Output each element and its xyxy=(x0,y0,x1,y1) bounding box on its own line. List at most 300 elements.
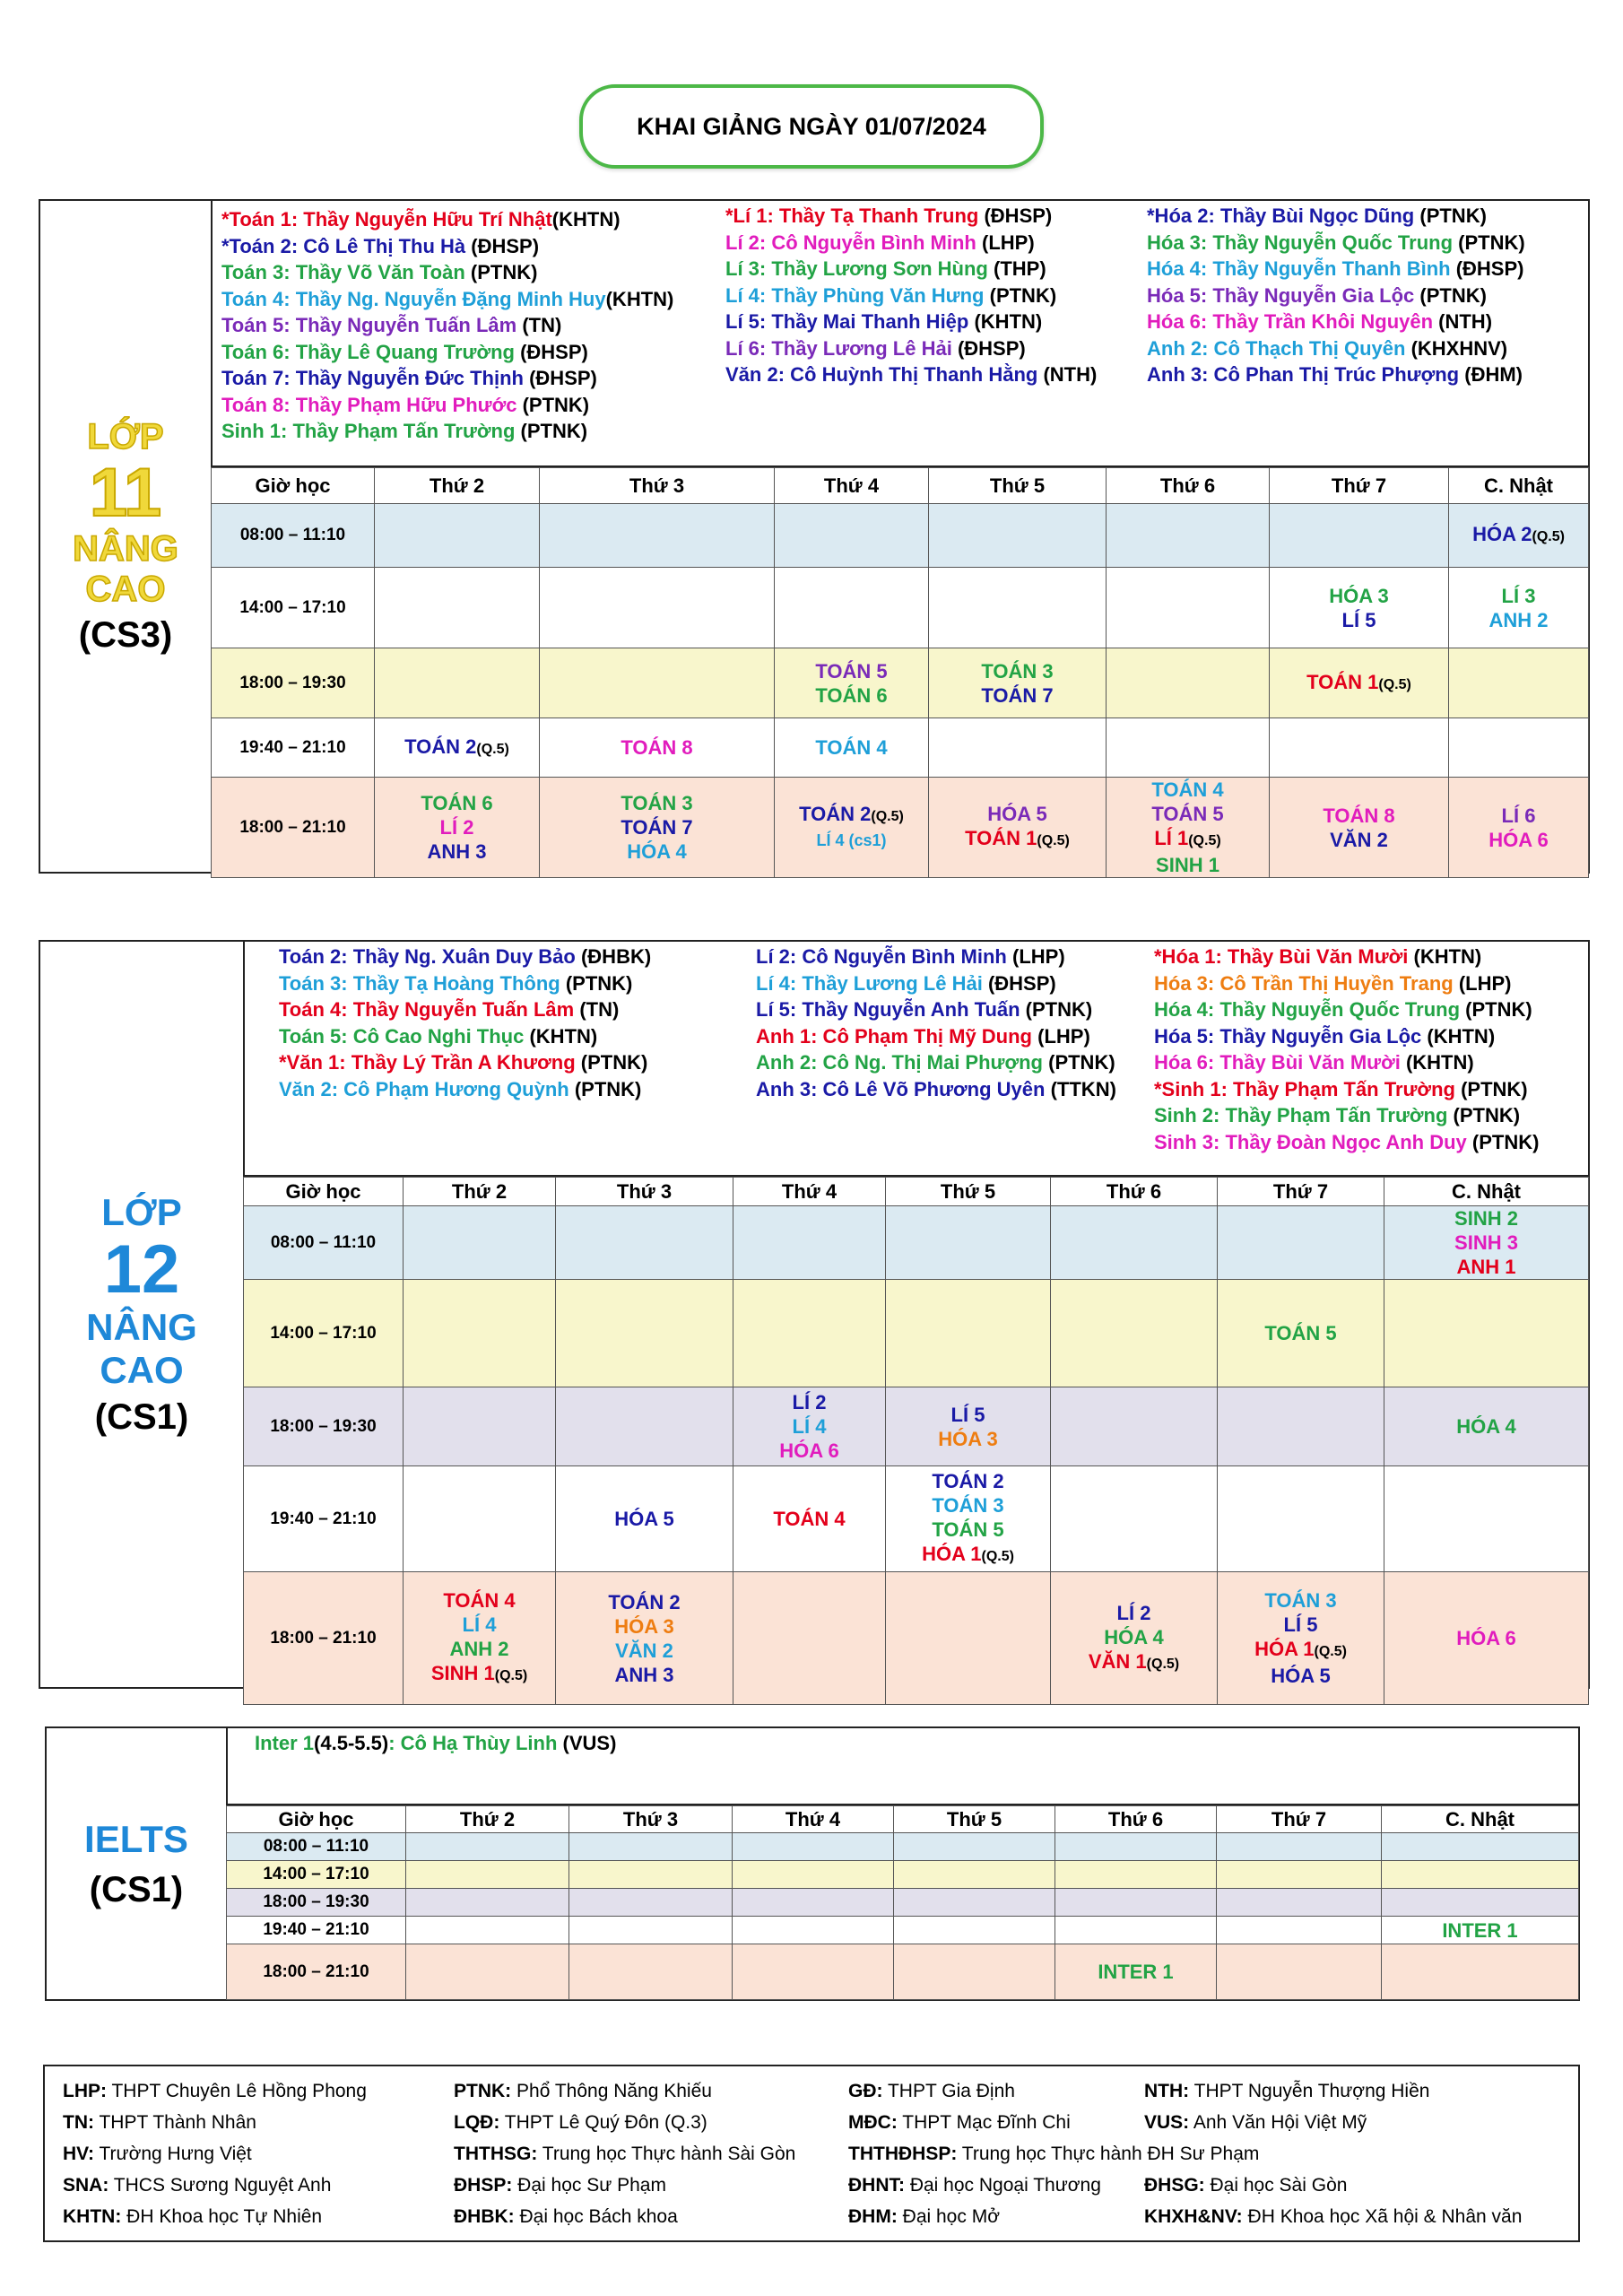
legend-abbreviation: ĐHBK: xyxy=(454,2206,515,2227)
schedule-cell xyxy=(733,1833,894,1861)
grade-label-lop: LỚP xyxy=(101,1191,182,1233)
schedule-cell xyxy=(1382,1861,1579,1889)
schedule-cell xyxy=(1384,1572,1589,1705)
schedule-cell xyxy=(1217,1833,1382,1861)
schedule-row xyxy=(244,1280,1589,1387)
class-location: (Q.5) xyxy=(871,809,904,824)
teacher-line xyxy=(1147,230,1525,257)
teacher-school: (PTNK) xyxy=(1414,204,1487,227)
legend-full-name: THPT Lê Quý Đôn (Q.3) xyxy=(499,2112,707,2133)
schedule-table xyxy=(226,1805,1579,2000)
teacher-name: Toán 6: Thầy Lê Quang Trường xyxy=(221,340,515,363)
teacher-name: Anh 2: Cô Ng. Thị Mai Phượng xyxy=(756,1051,1043,1074)
schedule-cell xyxy=(404,1466,556,1572)
class-name: TOÁN 8 xyxy=(621,736,693,759)
teacher-line xyxy=(1147,361,1525,388)
legend-entry xyxy=(1144,2075,1522,2107)
class-name: TOÁN 3 xyxy=(981,659,1054,683)
teacher-name: Lí 4: Thầy Lương Lê Hải xyxy=(756,971,983,995)
class-entry xyxy=(1218,1664,1384,1688)
teacher-school: (PTNK) xyxy=(1466,1130,1540,1153)
schedule-cell xyxy=(1055,1861,1217,1889)
grade-11-label xyxy=(40,201,213,872)
teacher-class: Inter 1 xyxy=(255,1732,315,1754)
class-name: TOÁN 2 xyxy=(608,1590,681,1613)
class-entry xyxy=(375,735,539,761)
schedule-cell xyxy=(1449,504,1589,568)
column-header: Thứ 3 xyxy=(540,468,775,504)
teacher-line xyxy=(279,996,651,1023)
grade-label-number: 12 xyxy=(103,1231,180,1308)
class-name: SINH 1 xyxy=(1156,854,1219,876)
column-header: Thứ 6 xyxy=(1051,1178,1218,1206)
schedule-row xyxy=(227,1917,1579,1944)
class-entry xyxy=(404,1613,555,1637)
teacher-school: (ĐHSP) xyxy=(978,204,1053,227)
schedule-cell xyxy=(1270,778,1449,878)
schedule-cell xyxy=(556,1466,733,1572)
class-entry xyxy=(733,1390,885,1414)
time-slot: 19:40 – 21:10 xyxy=(244,1466,404,1572)
class-entry xyxy=(775,735,928,760)
class-name: VĂN 1 xyxy=(1088,1649,1147,1673)
teacher-column xyxy=(279,944,651,1102)
teacher-school: (NTH) xyxy=(1433,310,1493,333)
schedule-row xyxy=(212,718,1589,778)
class-name: HÓA 1 xyxy=(922,1543,982,1565)
class-entry xyxy=(929,659,1106,683)
class-entry xyxy=(540,815,774,839)
teacher-school: (ĐHSP) xyxy=(951,336,1026,360)
class-location: (Q.5) xyxy=(1146,1656,1180,1672)
legend-column xyxy=(454,2075,795,2232)
schedule-cell xyxy=(540,778,775,878)
schedule-cell xyxy=(1449,648,1589,718)
ielts-title: IELTS xyxy=(84,1817,188,1860)
teacher-school: (PTNK) xyxy=(1020,998,1093,1021)
teacher-name: Sinh 3: Thầy Đoàn Ngọc Anh Duy xyxy=(1154,1130,1467,1153)
teacher-school: (KHTN) xyxy=(1400,1051,1474,1074)
schedule-row xyxy=(244,1572,1589,1705)
teacher-school: (ĐHSP) xyxy=(514,340,588,363)
class-name: LÍ 4 xyxy=(792,1415,827,1438)
teacher-school: (PTNK) xyxy=(1460,998,1532,1021)
schedule-cell xyxy=(886,1387,1051,1466)
class-name: LÍ 1 xyxy=(1154,827,1189,849)
teacher-name: *Sinh 1: Thầy Phạm Tấn Trường xyxy=(1154,1077,1455,1100)
schedule-cell xyxy=(775,504,929,568)
schedule-cell xyxy=(929,778,1107,878)
schedule-cell xyxy=(1107,648,1270,718)
teacher-name: Anh 3: Cô Phan Thị Trúc Phượng xyxy=(1147,363,1460,386)
class-location: (Q.5) xyxy=(494,1668,528,1683)
legend-abbreviation: NTH: xyxy=(1144,2081,1190,2101)
grade-12-section xyxy=(39,940,1590,1689)
class-entry xyxy=(1218,1321,1384,1345)
teacher-column xyxy=(221,206,673,445)
teacher-name: Hóa 5: Thầy Nguyễn Gia Lộc xyxy=(1147,283,1415,307)
class-entry xyxy=(886,1493,1050,1518)
legend-abbreviation: KHXH&NV: xyxy=(1144,2206,1243,2227)
column-header: Thứ 5 xyxy=(929,468,1107,504)
teacher-name: Hóa 4: Thầy Nguyễn Quốc Trung xyxy=(1154,998,1461,1021)
schedule-cell xyxy=(775,648,929,718)
teacher-name: Văn 2: Cô Phạm Hương Quỳnh xyxy=(279,1077,569,1100)
teacher-school: (PTNK) xyxy=(1447,1104,1521,1126)
class-name: HÓA 6 xyxy=(779,1439,839,1462)
legend-entry xyxy=(454,2138,795,2170)
class-entry xyxy=(375,791,539,815)
class-entry xyxy=(556,1639,733,1663)
class-name: VĂN 2 xyxy=(1330,828,1388,851)
teacher-name: Toán 4: Thầy Ng. Nguyễn Đặng Minh Huy xyxy=(221,287,606,310)
schedule-cell xyxy=(375,568,540,648)
teacher-line xyxy=(725,335,1097,362)
legend-full-name: THPT Gia Định xyxy=(882,2081,1015,2101)
class-name: HÓA 5 xyxy=(1271,1665,1331,1687)
teacher-line xyxy=(279,1049,651,1076)
time-slot: 18:00 – 19:30 xyxy=(244,1387,404,1466)
teacher-name: Lí 3: Thầy Lương Sơn Hùng xyxy=(725,257,988,280)
schedule-cell xyxy=(894,1944,1055,2000)
class-entry xyxy=(1270,804,1448,828)
schedule-cell xyxy=(569,1917,733,1944)
time-slot: 14:00 – 17:10 xyxy=(227,1861,406,1889)
teacher-list xyxy=(226,1728,1578,1805)
teacher-line xyxy=(1147,203,1525,230)
legend-full-name: Trung học Thực hành ĐH Sư Phạm xyxy=(957,2144,1260,2164)
class-name: TOÁN 2 xyxy=(799,803,872,825)
class-entry xyxy=(1449,804,1588,828)
legend-abbreviation: KHTN: xyxy=(63,2206,122,2227)
teacher-line xyxy=(725,283,1097,309)
legend-abbreviation: ĐHSG: xyxy=(1144,2175,1205,2196)
schedule-cell xyxy=(569,1833,733,1861)
schedule-cell xyxy=(540,648,775,718)
class-entry xyxy=(1449,522,1588,549)
schedule-cell xyxy=(733,1387,886,1466)
teacher-line xyxy=(756,1049,1116,1076)
schedule-row xyxy=(227,1889,1579,1917)
class-location: (Q.5) xyxy=(476,741,509,757)
class-entry xyxy=(1055,1960,1216,1984)
teacher-name: Toán 3: Thầy Võ Văn Toàn xyxy=(221,261,465,283)
legend-full-name: ĐH Khoa học Tự Nhiên xyxy=(121,2206,323,2227)
class-entry xyxy=(733,1439,885,1463)
teacher-name: Lí 2: Cô Nguyễn Bình Minh xyxy=(756,945,1007,968)
teacher-school: (KHXHNV) xyxy=(1405,336,1508,360)
class-entry xyxy=(1384,1231,1588,1255)
teacher-name: Hóa 6: Thầy Bùi Văn Mười xyxy=(1154,1051,1401,1074)
teacher-school: (ĐHSP) xyxy=(982,971,1056,995)
teacher-name: Lí 5: Thầy Mai Thanh Hiệp xyxy=(725,310,969,333)
schedule-table xyxy=(211,467,1589,878)
class-name: ANH 1 xyxy=(1456,1256,1516,1278)
schedule-row xyxy=(212,504,1589,568)
class-entry xyxy=(929,802,1106,826)
teacher-school: (TN) xyxy=(516,314,562,336)
teacher-school: (PTNK) xyxy=(1453,230,1525,254)
class-name: HÓA 6 xyxy=(1488,828,1549,851)
teacher-name: Toán 5: Thầy Nguyễn Tuấn Lâm xyxy=(221,314,517,336)
ielts-label xyxy=(47,1728,228,1999)
teacher-school: (KHTN) xyxy=(1421,1024,1496,1048)
legend-abbreviation: LQĐ: xyxy=(454,2112,500,2133)
teacher-line xyxy=(221,233,673,260)
legend-full-name: THPT Mạc Đĩnh Chi xyxy=(897,2112,1071,2133)
class-entry xyxy=(886,1403,1050,1427)
teacher-line xyxy=(221,259,673,286)
schedule-cell xyxy=(929,504,1107,568)
class-name: ANH 2 xyxy=(449,1638,509,1660)
class-entry xyxy=(1218,1613,1384,1637)
teacher-line xyxy=(1154,970,1539,997)
legend-full-name: Anh Văn Hội Việt Mỹ xyxy=(1189,2112,1367,2133)
class-name: HÓA 3 xyxy=(614,1614,674,1638)
teacher-line xyxy=(756,1076,1116,1103)
schedule-cell xyxy=(406,1861,569,1889)
class-entry xyxy=(1051,1649,1217,1676)
class-name: VĂN 2 xyxy=(615,1639,673,1662)
teacher-name: Toán 7: Thầy Nguyễn Đức Thịnh xyxy=(221,367,524,389)
legend-entry xyxy=(1144,2201,1522,2232)
class-name: SINH 1 xyxy=(430,1662,495,1684)
teacher-school: (KHTN) xyxy=(968,310,1043,333)
class-entry xyxy=(1384,1206,1588,1231)
class-name: HÓA 4 xyxy=(1104,1625,1164,1648)
class-entry xyxy=(1218,1637,1384,1664)
schedule-cell xyxy=(1384,1387,1589,1466)
schedule-cell xyxy=(733,1917,894,1944)
class-name: HÓA 2 xyxy=(1472,523,1532,545)
class-name: LÍ 5 xyxy=(1341,608,1376,631)
campus-label: (CS3) xyxy=(78,615,173,655)
teacher-name: Hóa 3: Cô Trần Thị Huyền Trang xyxy=(1154,971,1454,995)
class-location: (Q.5) xyxy=(981,1549,1014,1564)
schedule-cell xyxy=(1270,568,1449,648)
class-name: TOÁN 4 xyxy=(773,1508,846,1530)
class-name: TOÁN 2 xyxy=(932,1470,1004,1492)
teacher-line xyxy=(221,312,673,339)
teacher-school: (PTNK) xyxy=(1043,1051,1115,1074)
class-name: SINH 2 xyxy=(1454,1207,1518,1230)
column-header: Thứ 7 xyxy=(1217,1806,1382,1833)
class-entry xyxy=(1051,1601,1217,1625)
teacher-school: (KHTN) xyxy=(605,287,674,310)
class-entry xyxy=(1449,608,1588,632)
schedule-cell xyxy=(894,1833,1055,1861)
schedule-cell xyxy=(375,648,540,718)
teacher-name: Hóa 3: Thầy Nguyễn Quốc Trung xyxy=(1147,230,1454,254)
legend-entry xyxy=(63,2075,367,2107)
legend-full-name: THCS Sương Nguyệt Anh xyxy=(108,2175,332,2196)
teacher-school: (KHTN) xyxy=(1408,945,1482,968)
teacher-name: Anh 1: Cô Phạm Thị Mỹ Dung xyxy=(756,1024,1032,1048)
schedule-cell xyxy=(1270,504,1449,568)
teacher-name: Hóa 4: Thầy Nguyễn Thanh Bình xyxy=(1147,257,1451,280)
legend-abbreviation: HV: xyxy=(63,2144,95,2164)
teacher-school: (PTNK) xyxy=(1454,1077,1528,1100)
teacher-school: (KHTN) xyxy=(551,208,621,230)
schedule-cell xyxy=(1051,1206,1218,1280)
class-name: HÓA 3 xyxy=(938,1427,998,1450)
schedule-cell xyxy=(733,1572,886,1705)
schedule-cell xyxy=(894,1917,1055,1944)
teacher-name: Lí 2: Cô Nguyễn Bình Minh xyxy=(725,230,976,254)
legend-abbreviation: ĐHM: xyxy=(848,2206,898,2227)
teacher-name: *Toán 1: Thầy Nguyễn Hữu Trí Nhật xyxy=(221,208,552,230)
schedule-cell xyxy=(375,778,540,878)
class-name: LÍ 4 xyxy=(462,1613,497,1636)
schedule-cell xyxy=(1055,1944,1217,2000)
class-name: LÍ 5 xyxy=(950,1403,985,1426)
teacher-line xyxy=(1154,1076,1539,1103)
class-entry xyxy=(886,1518,1050,1542)
grade-label-nang: NÂNG xyxy=(73,529,178,569)
schedule-cell xyxy=(733,1280,886,1387)
teacher-line xyxy=(221,392,673,419)
teacher-line xyxy=(279,970,651,997)
teacher-line xyxy=(756,944,1116,970)
schedule-row xyxy=(227,1944,1579,2000)
schedule-cell xyxy=(1382,1833,1579,1861)
class-entry xyxy=(775,802,928,829)
schedule-cell xyxy=(886,1280,1051,1387)
teacher-school: (PTNK) xyxy=(516,393,590,416)
teacher-school: (TN) xyxy=(574,998,620,1021)
teacher-name: *Hóa 1: Thầy Bùi Văn Mười xyxy=(1154,945,1409,968)
teacher-line xyxy=(279,1023,651,1050)
legend-full-name: Đại học Mở xyxy=(897,2206,1000,2227)
legend-full-name: Đại học Ngoại Thương xyxy=(905,2175,1101,2196)
schedule-cell xyxy=(1382,1917,1579,1944)
schedule-cell xyxy=(1218,1280,1384,1387)
legend-abbreviation: ĐHNT: xyxy=(848,2175,905,2196)
column-header: Thứ 5 xyxy=(894,1806,1055,1833)
class-name: HÓA 1 xyxy=(1254,1638,1315,1660)
teacher-name: Toán 4: Thầy Nguyễn Tuấn Lâm xyxy=(279,998,575,1021)
class-entry xyxy=(404,1637,555,1661)
column-header: Thứ 7 xyxy=(1270,468,1449,504)
schedule-cell xyxy=(556,1572,733,1705)
class-entry xyxy=(556,1507,733,1531)
class-entry xyxy=(1449,584,1588,608)
class-entry xyxy=(1270,608,1448,632)
class-entry xyxy=(404,1588,555,1613)
legend-entry xyxy=(63,2107,367,2138)
schedule-cell xyxy=(1384,1466,1589,1572)
teacher-line xyxy=(725,309,1097,335)
legend-entry xyxy=(1144,2170,1522,2201)
class-name: HÓA 4 xyxy=(627,840,687,863)
legend-entry xyxy=(63,2138,367,2170)
teacher-line xyxy=(1147,335,1525,362)
class-name: LÍ 5 xyxy=(1283,1613,1318,1636)
schedule-cell xyxy=(406,1833,569,1861)
teacher-line xyxy=(1154,1129,1539,1156)
teacher-school: (LHP) xyxy=(1453,971,1512,995)
schedule-cell xyxy=(1218,1206,1384,1280)
legend-full-name: Đại học Sài Gòn xyxy=(1204,2175,1348,2196)
class-entry xyxy=(1384,1626,1588,1650)
grade-12-label xyxy=(40,942,245,1687)
column-header: Thứ 3 xyxy=(556,1178,733,1206)
teacher-school: (THP) xyxy=(987,257,1046,280)
class-name: HÓA 3 xyxy=(1329,584,1389,607)
schedule-cell xyxy=(406,1944,569,2000)
column-header: Thứ 2 xyxy=(375,468,540,504)
teacher-line xyxy=(221,206,673,233)
schedule-cell xyxy=(733,1944,894,2000)
legend-entry xyxy=(63,2170,367,2201)
teacher-line xyxy=(1154,1023,1539,1050)
schedule-cell xyxy=(556,1206,733,1280)
teacher-school: (KHTN) xyxy=(524,1024,598,1048)
class-entry xyxy=(1449,828,1588,852)
schedule-cell xyxy=(1218,1466,1384,1572)
class-name: TOÁN 5 xyxy=(815,659,888,683)
schedule-cell xyxy=(1449,568,1589,648)
schedule-cell xyxy=(1051,1280,1218,1387)
teacher-name: Toán 5: Cô Cao Nghi Thục xyxy=(279,1024,525,1048)
schedule-cell xyxy=(375,718,540,778)
schedule-cell xyxy=(894,1861,1055,1889)
class-name: INTER 1 xyxy=(1442,1918,1518,1942)
school-abbreviation-legend xyxy=(43,2065,1580,2242)
class-name: TOÁN 1 xyxy=(965,827,1037,849)
schedule-cell xyxy=(886,1572,1051,1705)
legend-full-name: Đại học Sư Phạm xyxy=(512,2175,666,2196)
column-header: Giờ học xyxy=(227,1806,406,1833)
column-header: Giờ học xyxy=(212,468,375,504)
schedule-cell xyxy=(1449,718,1589,778)
legend-abbreviation: MĐC: xyxy=(848,2112,898,2133)
class-entry xyxy=(556,1614,733,1639)
schedule-cell xyxy=(733,1206,886,1280)
class-entry xyxy=(540,735,774,760)
class-entry xyxy=(1270,584,1448,608)
class-entry xyxy=(929,826,1106,853)
schedule-cell xyxy=(886,1466,1051,1572)
schedule-cell xyxy=(1107,778,1270,878)
schedule-cell xyxy=(1107,504,1270,568)
legend-abbreviation: THTHĐHSP: xyxy=(848,2144,958,2164)
teacher-school: (PTNK) xyxy=(1414,283,1487,307)
schedule-cell xyxy=(1218,1387,1384,1466)
column-header: C. Nhật xyxy=(1382,1806,1579,1833)
class-entry xyxy=(1382,1918,1578,1943)
class-name: LÍ 6 xyxy=(1501,804,1536,827)
teacher-school: (NTH) xyxy=(1037,363,1098,386)
class-entry xyxy=(375,815,539,839)
teacher-school: (LHP) xyxy=(1006,945,1065,968)
time-slot: 08:00 – 11:10 xyxy=(244,1206,404,1280)
schedule-cell xyxy=(894,1889,1055,1917)
teacher-line xyxy=(221,418,673,445)
teacher-school: (ĐHM) xyxy=(1459,363,1523,386)
schedule-cell xyxy=(1270,648,1449,718)
grade-label-number: 11 xyxy=(89,455,162,531)
class-name: TOÁN 5 xyxy=(1151,803,1224,825)
teacher-name: Sinh 2: Thầy Phạm Tấn Trường xyxy=(1154,1104,1448,1126)
legend-entry xyxy=(1144,2107,1522,2138)
class-entry xyxy=(886,1469,1050,1493)
class-entry xyxy=(1107,853,1269,877)
class-name: TOÁN 3 xyxy=(932,1494,1004,1517)
teacher-column xyxy=(756,944,1116,1102)
schedule-cell xyxy=(886,1206,1051,1280)
schedule-cell xyxy=(1384,1206,1589,1280)
